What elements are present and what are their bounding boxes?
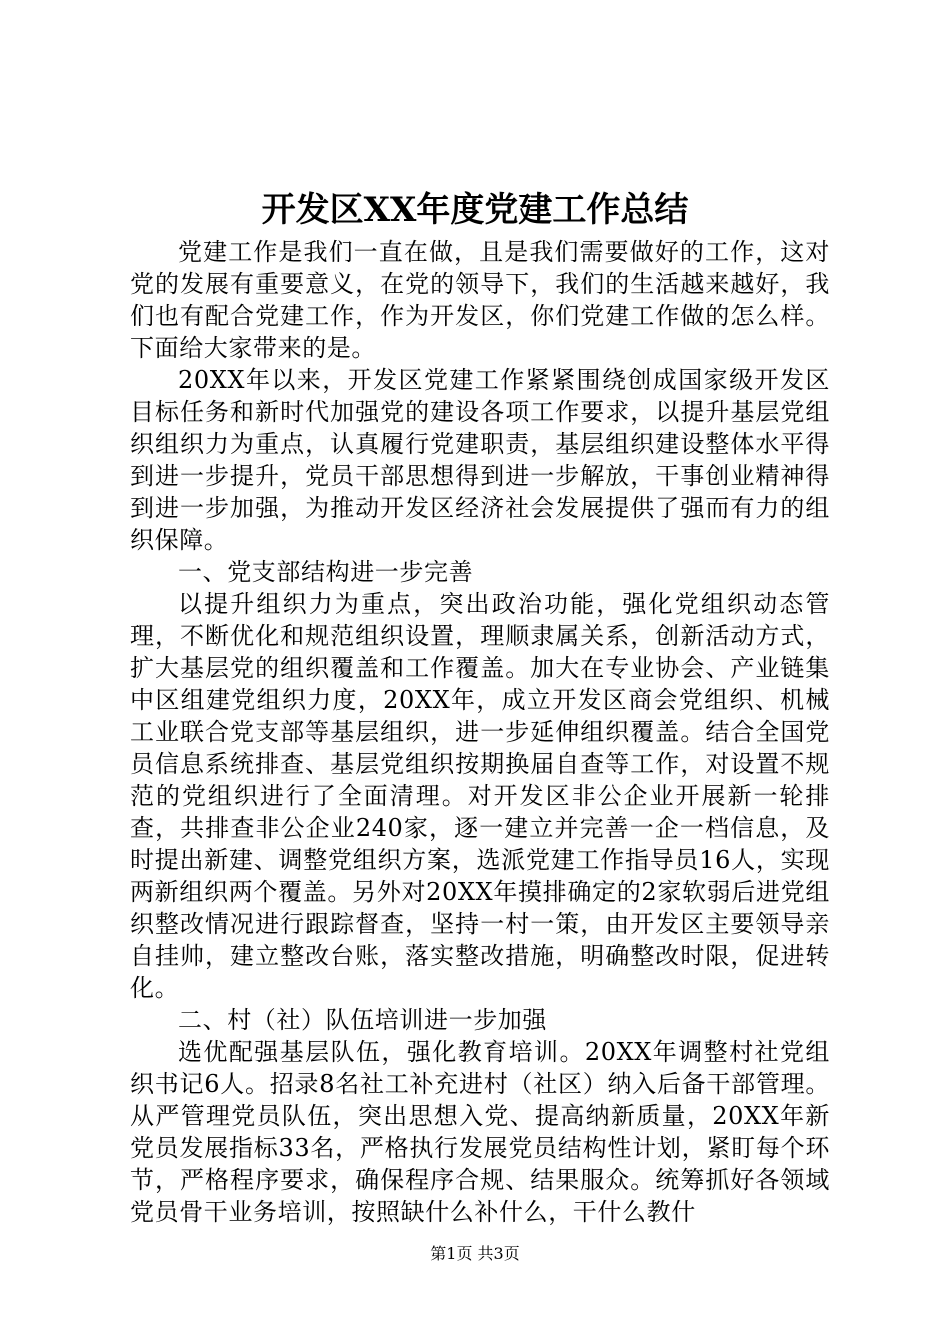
intro-paragraph: 党建工作是我们一直在做，且是我们需要做好的工作，这对党的发展有重要意义，在党的领导下，我们的生活越来越好，我们也有配合党建工作，作为开发区，你们党建工作做的怎么样。下面给大家带来的是。 — [130, 238, 830, 362]
section-2-heading: 二、村（社）队伍培训进一步加强 — [178, 1006, 547, 1034]
section-2-text: 选优配强基层队伍，强化教育培训。20XX年调整村社党组织书记6人。招录8名社工补充进村（社区）纳入后备干部管理。从严管理党员队伍，突出思想入党、提高纳新质量，20XX年新党员发展指标33名，严格执行发展党员结构性计划，紧盯每个环节，严格程序要求，确保程序合规、结果服众。统筹抓好各领域党员骨干业务培训，按照缺什么补什么，干什么教什 — [130, 1038, 830, 1226]
section-1-heading: 一、党支部结构进一步完善 — [178, 558, 474, 586]
overview-paragraph: 20XX年以来，开发区党建工作紧紧围绕创成国家级开发区目标任务和新时代加强党的建设各项工作要求，以提升基层党组织组织力为重点，认真履行党建职责，基层组织建设整体水平得到进一步提升，党员干部思想得到进一步解放，干事创业精神得到进一步加强，为推动开发区经济社会发展提供了强而有力的组织保障。 — [130, 366, 830, 554]
document-body — [130, 236, 830, 1228]
section-1-text: 以提升组织力为重点，突出政治功能，强化党组织动态管理，不断优化和规范组织设置，理顺隶属关系，创新活动方式，扩大基层党的组织覆盖和工作覆盖。加大在专业协会、产业链集中区组建党组织力度，20XX年，成立开发区商会党组织、机械工业联合党支部等基层组织，进一步延伸组织覆盖。结合全国党员信息系统排查、基层党组织按期换届自查等工作，对设置不规范的党组织进行了全面清理。对开发区非公企业开展新一轮排查，共排查非公企业240家，逐一建立并完善一企一档信息，及时提出新建、调整党组织方案，选派党建工作指导员16人，实现两新组织两个覆盖。另外对20XX年摸排确定的2家软弱后进党组织整改情况进行跟踪督查，坚持一村一策，由开发区主要领导亲自挂帅，建立整改台账，落实整改措施，明确整改时限，促进转化。 — [130, 590, 830, 1002]
document-title: 开发区XX年度党建工作总结 — [261, 190, 689, 230]
page-number-footer: 第1页 共3页 — [430, 1244, 520, 1263]
